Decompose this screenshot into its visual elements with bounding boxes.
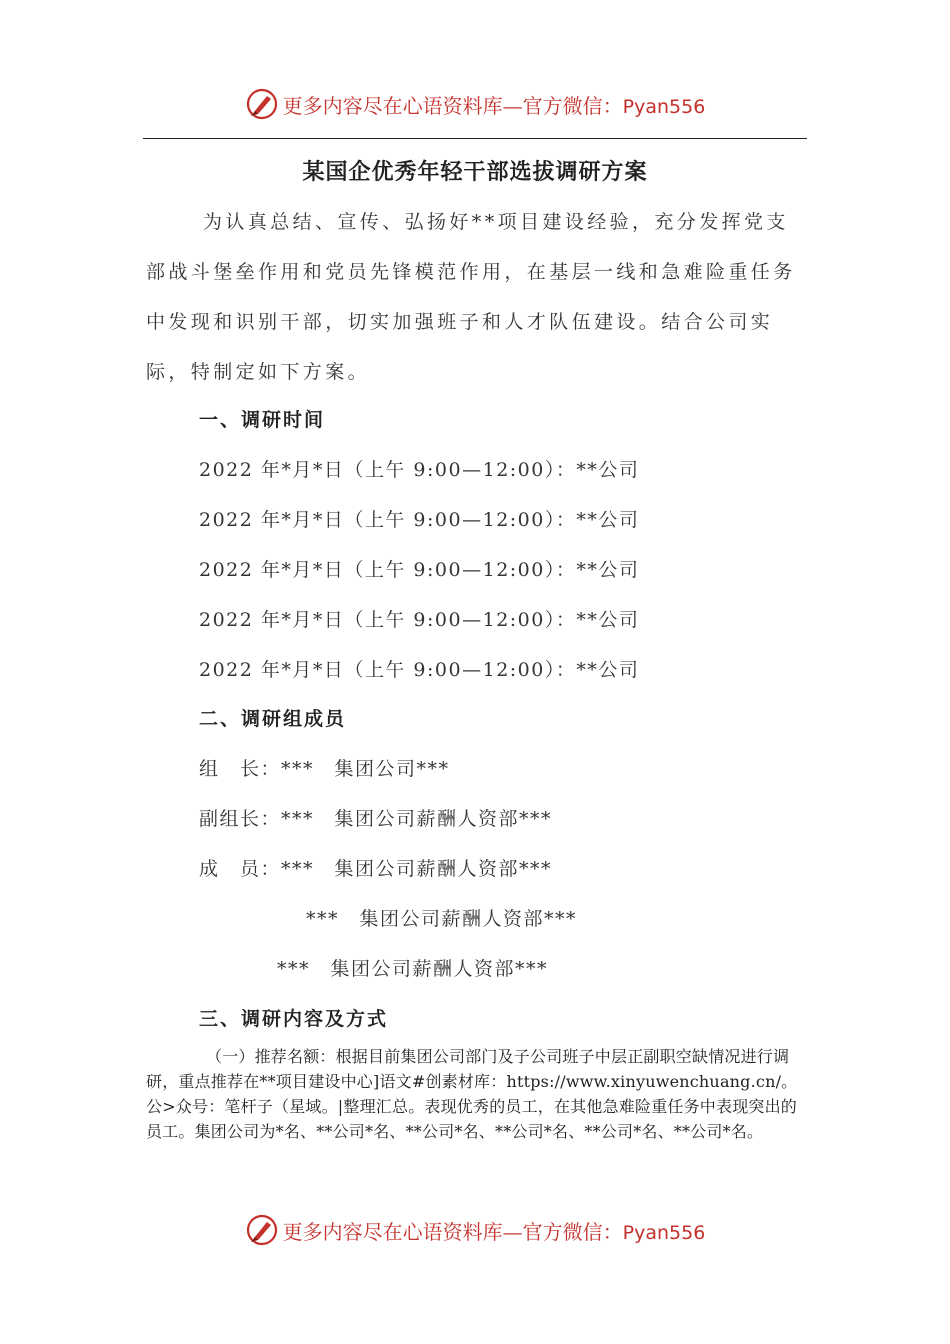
section-1-heading: 一、调研时间	[199, 409, 326, 431]
member-line: 组 长：*** 集团公司***	[199, 758, 450, 780]
section-2-heading: 二、调研组成员	[199, 708, 347, 730]
watermark-text: 更多内容尽在心语资料库—官方微信：Pyan556	[282, 1219, 706, 1244]
footer-watermark	[0, 1210, 950, 1250]
section-3-heading: 三、调研内容及方式	[199, 1008, 389, 1030]
schedule-item: 2022 年*月*日（上午 9:00—12:00）：**公司	[199, 459, 640, 481]
section-3-body: （一）推荐名额：根据目前集团公司部门及子公司班子中层正副职空缺情况进行调研，重点推荐在**项目建设中心]语文#创素材库：https://www.xinyuwenchuang.cn/。公>众号：笔杆子（星域。|整理汇总。表现优秀的员工，在其他急难险重任务中表现突出的员工。集团公司为*名、**公司*名、**公司*名、**公司*名、**公司*名、**公司*名。	[146, 1047, 798, 1141]
pen-logo-icon	[245, 1213, 279, 1247]
pen-logo-icon	[245, 87, 279, 121]
header-rule	[143, 138, 807, 139]
schedule-item: 2022 年*月*日（上午 9:00—12:00）：**公司	[199, 659, 640, 681]
member-line: *** 集团公司薪酬人资部***	[277, 958, 549, 980]
intro-paragraph: 为认真总结、宣传、弘扬好**项目建设经验，充分发挥党支部战斗堡垒作用和党员先锋模范作用，在基层一线和急难险重任务中发现和识别干部，切实加强班子和人才队伍建设。结合公司实际，特制定如下方案。	[146, 211, 796, 383]
header-watermark	[0, 84, 950, 124]
document-title: 某国企优秀年轻干部选拔调研方案	[302, 159, 648, 185]
member-line: 副组长：*** 集团公司薪酬人资部***	[199, 808, 553, 830]
member-line: *** 集团公司薪酬人资部***	[306, 908, 578, 930]
watermark-text: 更多内容尽在心语资料库—官方微信：Pyan556	[282, 93, 706, 118]
schedule-item: 2022 年*月*日（上午 9:00—12:00）：**公司	[199, 559, 640, 581]
schedule-item: 2022 年*月*日（上午 9:00—12:00）：**公司	[199, 509, 640, 531]
schedule-item: 2022 年*月*日（上午 9:00—12:00）：**公司	[199, 609, 640, 631]
member-line: 成 员：*** 集团公司薪酬人资部***	[199, 858, 553, 880]
